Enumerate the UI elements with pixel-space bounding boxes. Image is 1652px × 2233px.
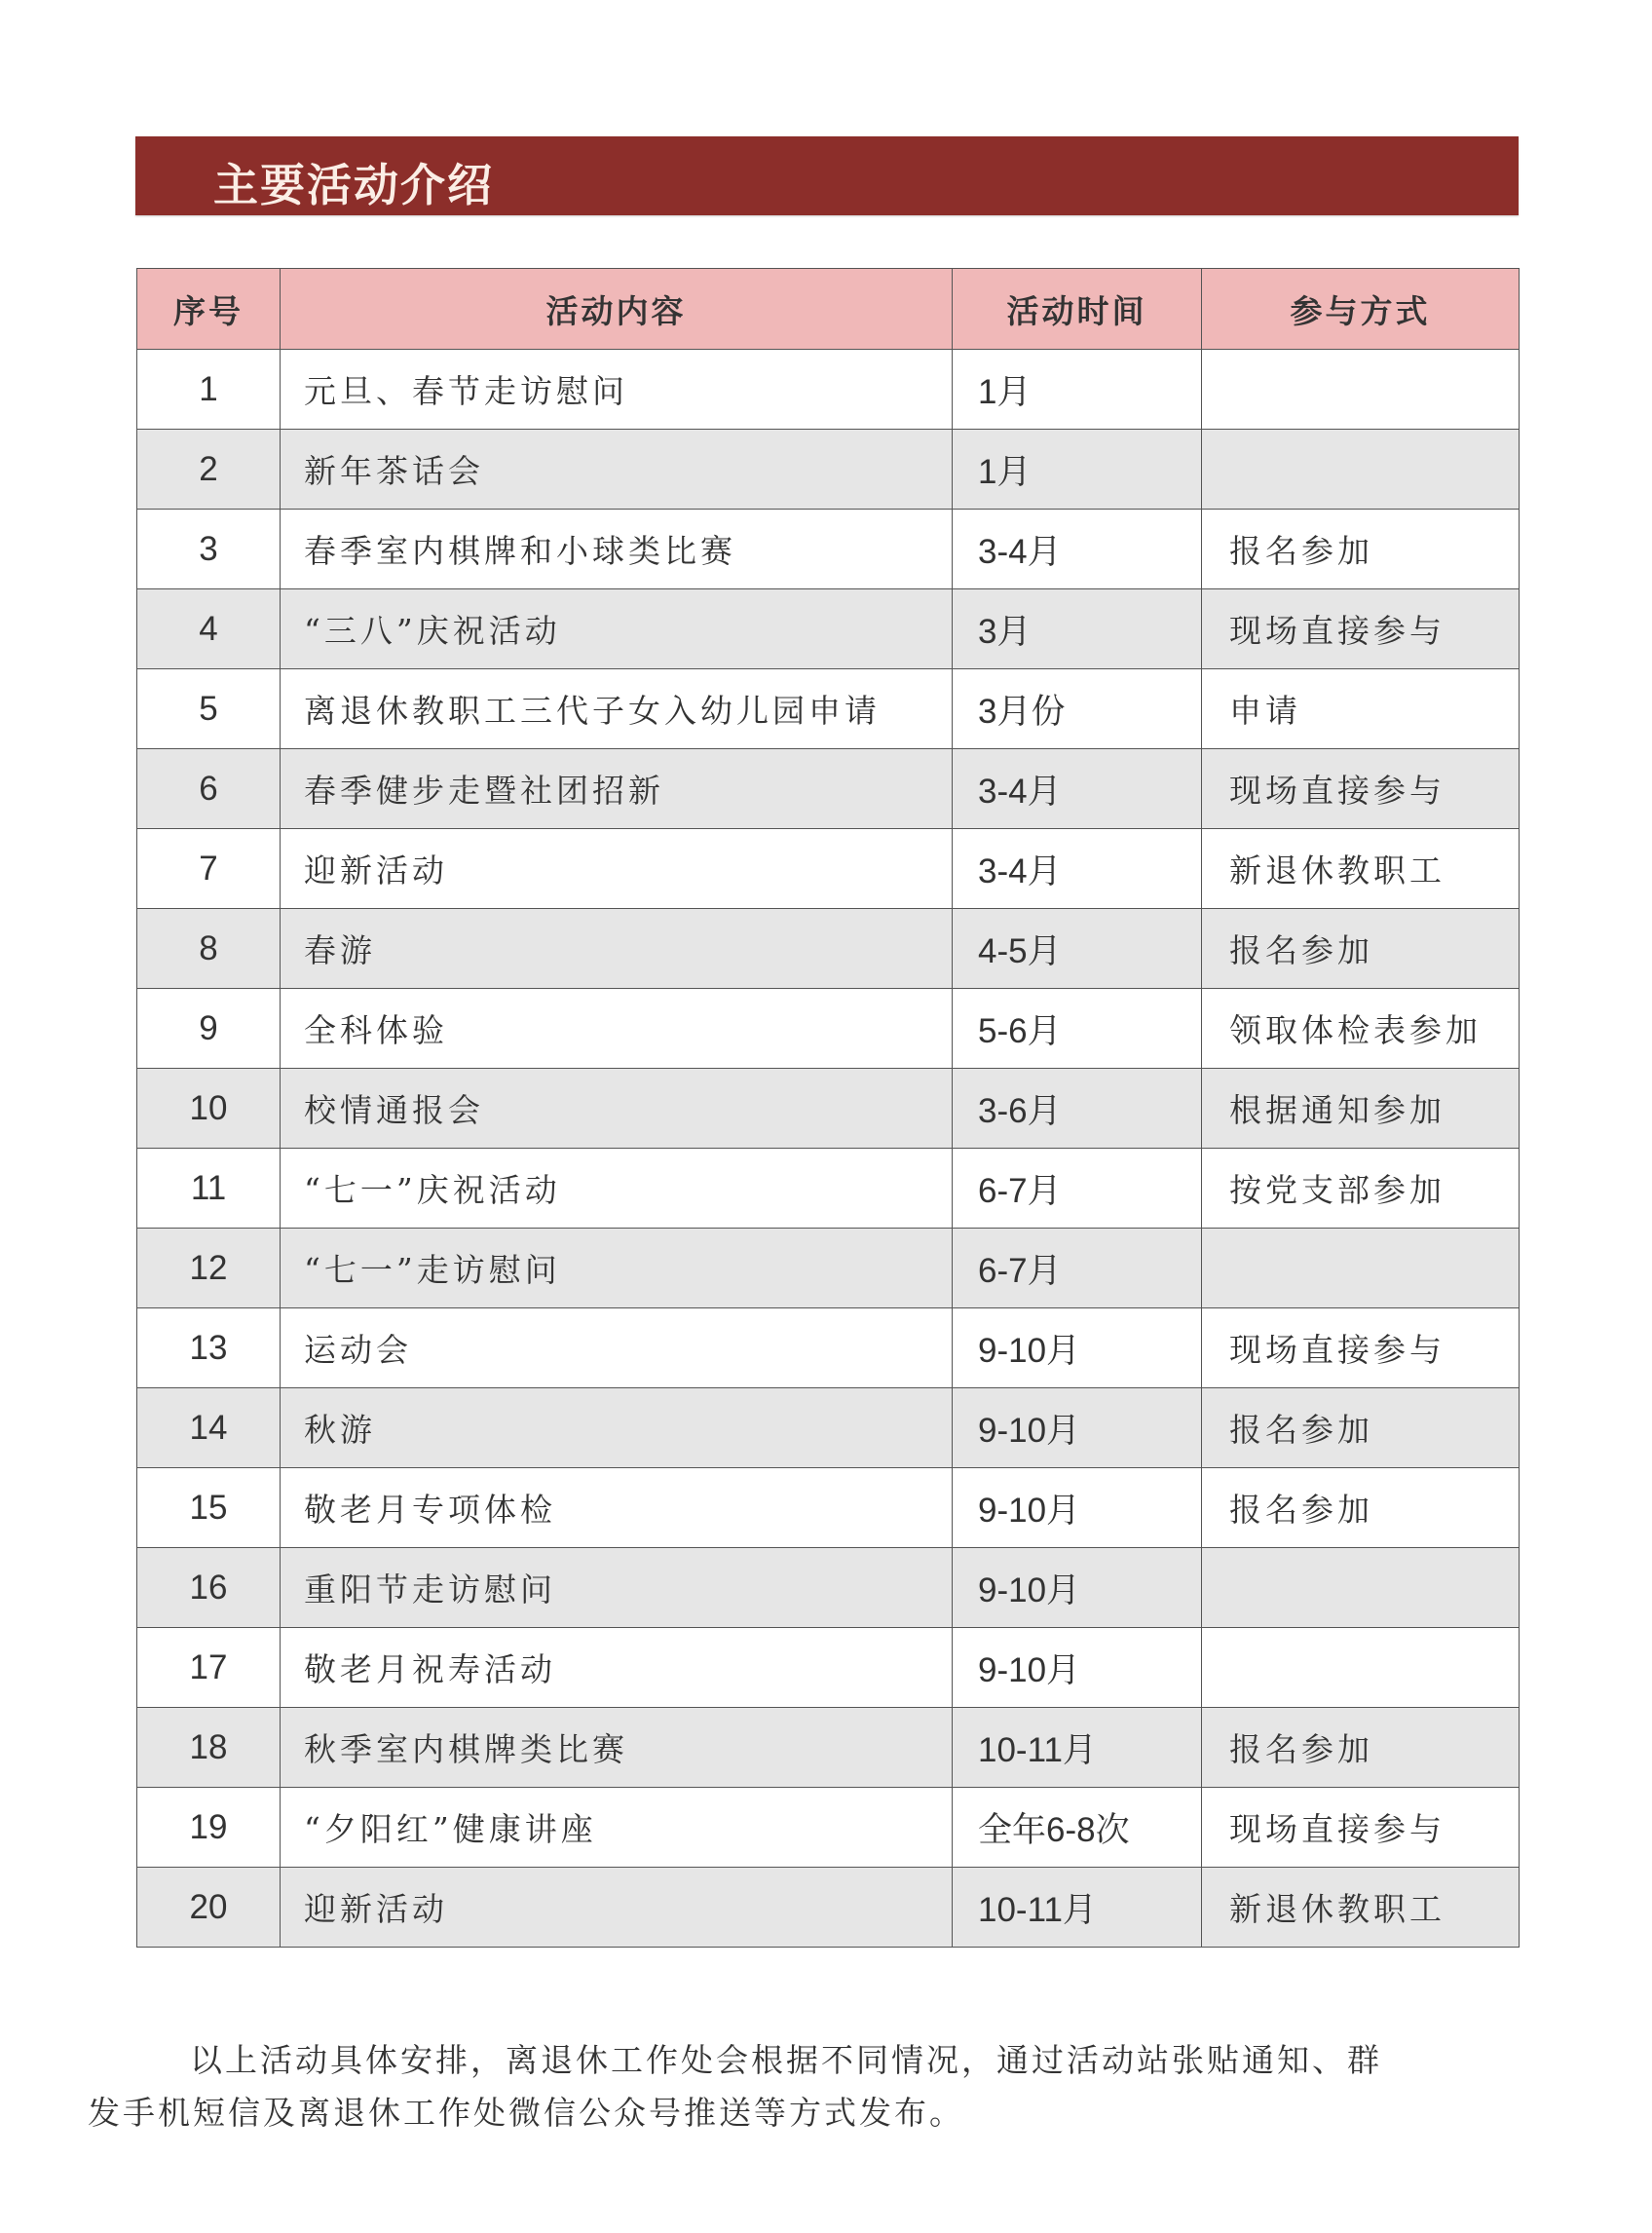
row-method: 领取体检表参加 [1202, 989, 1520, 1069]
row-number: 17 [137, 1628, 281, 1708]
row-time: 3-6月 [953, 1069, 1202, 1149]
row-method: 根据通知参加 [1202, 1069, 1520, 1149]
row-time: 9-10月 [953, 1628, 1202, 1708]
row-method: 报名参加 [1202, 1388, 1520, 1468]
row-content: “夕阳红”健康讲座 [281, 1788, 953, 1868]
header-content: 活动内容 [281, 269, 953, 350]
row-time: 4-5月 [953, 909, 1202, 989]
footnote: 以上活动具体安排，离退休工作处会根据不同情况，通过活动站张贴通知、群发手机短信及离退休工作处微信公众号推送等方式发布。 [88, 2041, 1382, 2132]
row-content: 秋季室内棋牌类比赛 [281, 1708, 953, 1788]
row-number: 2 [137, 430, 281, 510]
row-method: 现场直接参与 [1202, 1308, 1520, 1388]
row-content: 离退休教职工三代子女入幼儿园申请 [281, 669, 953, 749]
row-number: 7 [137, 829, 281, 909]
row-method [1202, 1229, 1520, 1308]
table-row [137, 669, 1520, 749]
row-content: 秋游 [281, 1388, 953, 1468]
row-method: 申请 [1202, 669, 1520, 749]
row-content: 新年茶话会 [281, 430, 953, 510]
row-method: 报名参加 [1202, 909, 1520, 989]
table-row [137, 510, 1520, 589]
header-number: 序号 [137, 269, 281, 350]
row-time: 3-4月 [953, 749, 1202, 829]
row-time: 9-10月 [953, 1548, 1202, 1628]
table-row [137, 1868, 1520, 1948]
table-row [137, 1308, 1520, 1388]
table-row [137, 749, 1520, 829]
table-row [137, 1069, 1520, 1149]
row-time: 9-10月 [953, 1308, 1202, 1388]
row-number: 4 [137, 589, 281, 669]
row-time: 3-4月 [953, 829, 1202, 909]
row-content: “三八”庆祝活动 [281, 589, 953, 669]
row-content: “七一”庆祝活动 [281, 1149, 953, 1229]
row-content: 敬老月祝寿活动 [281, 1628, 953, 1708]
table-row [137, 1708, 1520, 1788]
row-number: 10 [137, 1069, 281, 1149]
row-time: 6-7月 [953, 1229, 1202, 1308]
section-title: 主要活动介绍 [213, 159, 494, 211]
row-number: 18 [137, 1708, 281, 1788]
row-number: 20 [137, 1868, 281, 1948]
table-row [137, 1229, 1520, 1308]
table-row [137, 1548, 1520, 1628]
row-method: 新退休教职工 [1202, 829, 1520, 909]
row-content: 春季健步走暨社团招新 [281, 749, 953, 829]
row-time: 3月 [953, 589, 1202, 669]
table-row [137, 1788, 1520, 1868]
table-row [137, 350, 1520, 430]
row-number: 6 [137, 749, 281, 829]
row-method: 现场直接参与 [1202, 1788, 1520, 1868]
row-content: 重阳节走访慰问 [281, 1548, 953, 1628]
row-time: 3-4月 [953, 510, 1202, 589]
row-time: 1月 [953, 430, 1202, 510]
row-number: 16 [137, 1548, 281, 1628]
section-title-bar [135, 136, 1519, 215]
row-number: 3 [137, 510, 281, 589]
row-method: 报名参加 [1202, 1708, 1520, 1788]
row-time: 1月 [953, 350, 1202, 430]
row-number: 9 [137, 989, 281, 1069]
row-content: 迎新活动 [281, 1868, 953, 1948]
row-content: 全科体验 [281, 989, 953, 1069]
row-method: 新退休教职工 [1202, 1868, 1520, 1948]
activities-table [136, 268, 1520, 1948]
table-row [137, 1149, 1520, 1229]
table-row [137, 909, 1520, 989]
row-time: 10-11月 [953, 1708, 1202, 1788]
row-number: 11 [137, 1149, 281, 1229]
row-number: 8 [137, 909, 281, 989]
header-time: 活动时间 [953, 269, 1202, 350]
table-row [137, 589, 1520, 669]
row-time: 9-10月 [953, 1468, 1202, 1548]
table-row [137, 1388, 1520, 1468]
row-time: 6-7月 [953, 1149, 1202, 1229]
table-row [137, 989, 1520, 1069]
row-content: 春游 [281, 909, 953, 989]
row-number: 15 [137, 1468, 281, 1548]
row-time: 5-6月 [953, 989, 1202, 1069]
row-time: 全年6-8次 [953, 1788, 1202, 1868]
row-number: 5 [137, 669, 281, 749]
row-method: 报名参加 [1202, 1468, 1520, 1548]
row-content: 元旦、春节走访慰问 [281, 350, 953, 430]
row-number: 19 [137, 1788, 281, 1868]
row-content: 迎新活动 [281, 829, 953, 909]
row-method [1202, 1628, 1520, 1708]
table-row [137, 829, 1520, 909]
row-time: 3月份 [953, 669, 1202, 749]
row-content: 春季室内棋牌和小球类比赛 [281, 510, 953, 589]
header-method: 参与方式 [1202, 269, 1520, 350]
row-content: 敬老月专项体检 [281, 1468, 953, 1548]
row-number: 14 [137, 1388, 281, 1468]
row-method: 现场直接参与 [1202, 749, 1520, 829]
table-header-row [137, 269, 1520, 350]
row-time: 10-11月 [953, 1868, 1202, 1948]
table-row [137, 1468, 1520, 1548]
row-method: 按党支部参加 [1202, 1149, 1520, 1229]
row-method [1202, 1548, 1520, 1628]
row-time: 9-10月 [953, 1388, 1202, 1468]
row-number: 12 [137, 1229, 281, 1308]
row-method: 现场直接参与 [1202, 589, 1520, 669]
row-method [1202, 350, 1520, 430]
table-row [137, 430, 1520, 510]
row-method: 报名参加 [1202, 510, 1520, 589]
row-content: 校情通报会 [281, 1069, 953, 1149]
row-content: 运动会 [281, 1308, 953, 1388]
row-number: 13 [137, 1308, 281, 1388]
row-content: “七一”走访慰问 [281, 1229, 953, 1308]
row-number: 1 [137, 350, 281, 430]
table-row [137, 1628, 1520, 1708]
row-method [1202, 430, 1520, 510]
